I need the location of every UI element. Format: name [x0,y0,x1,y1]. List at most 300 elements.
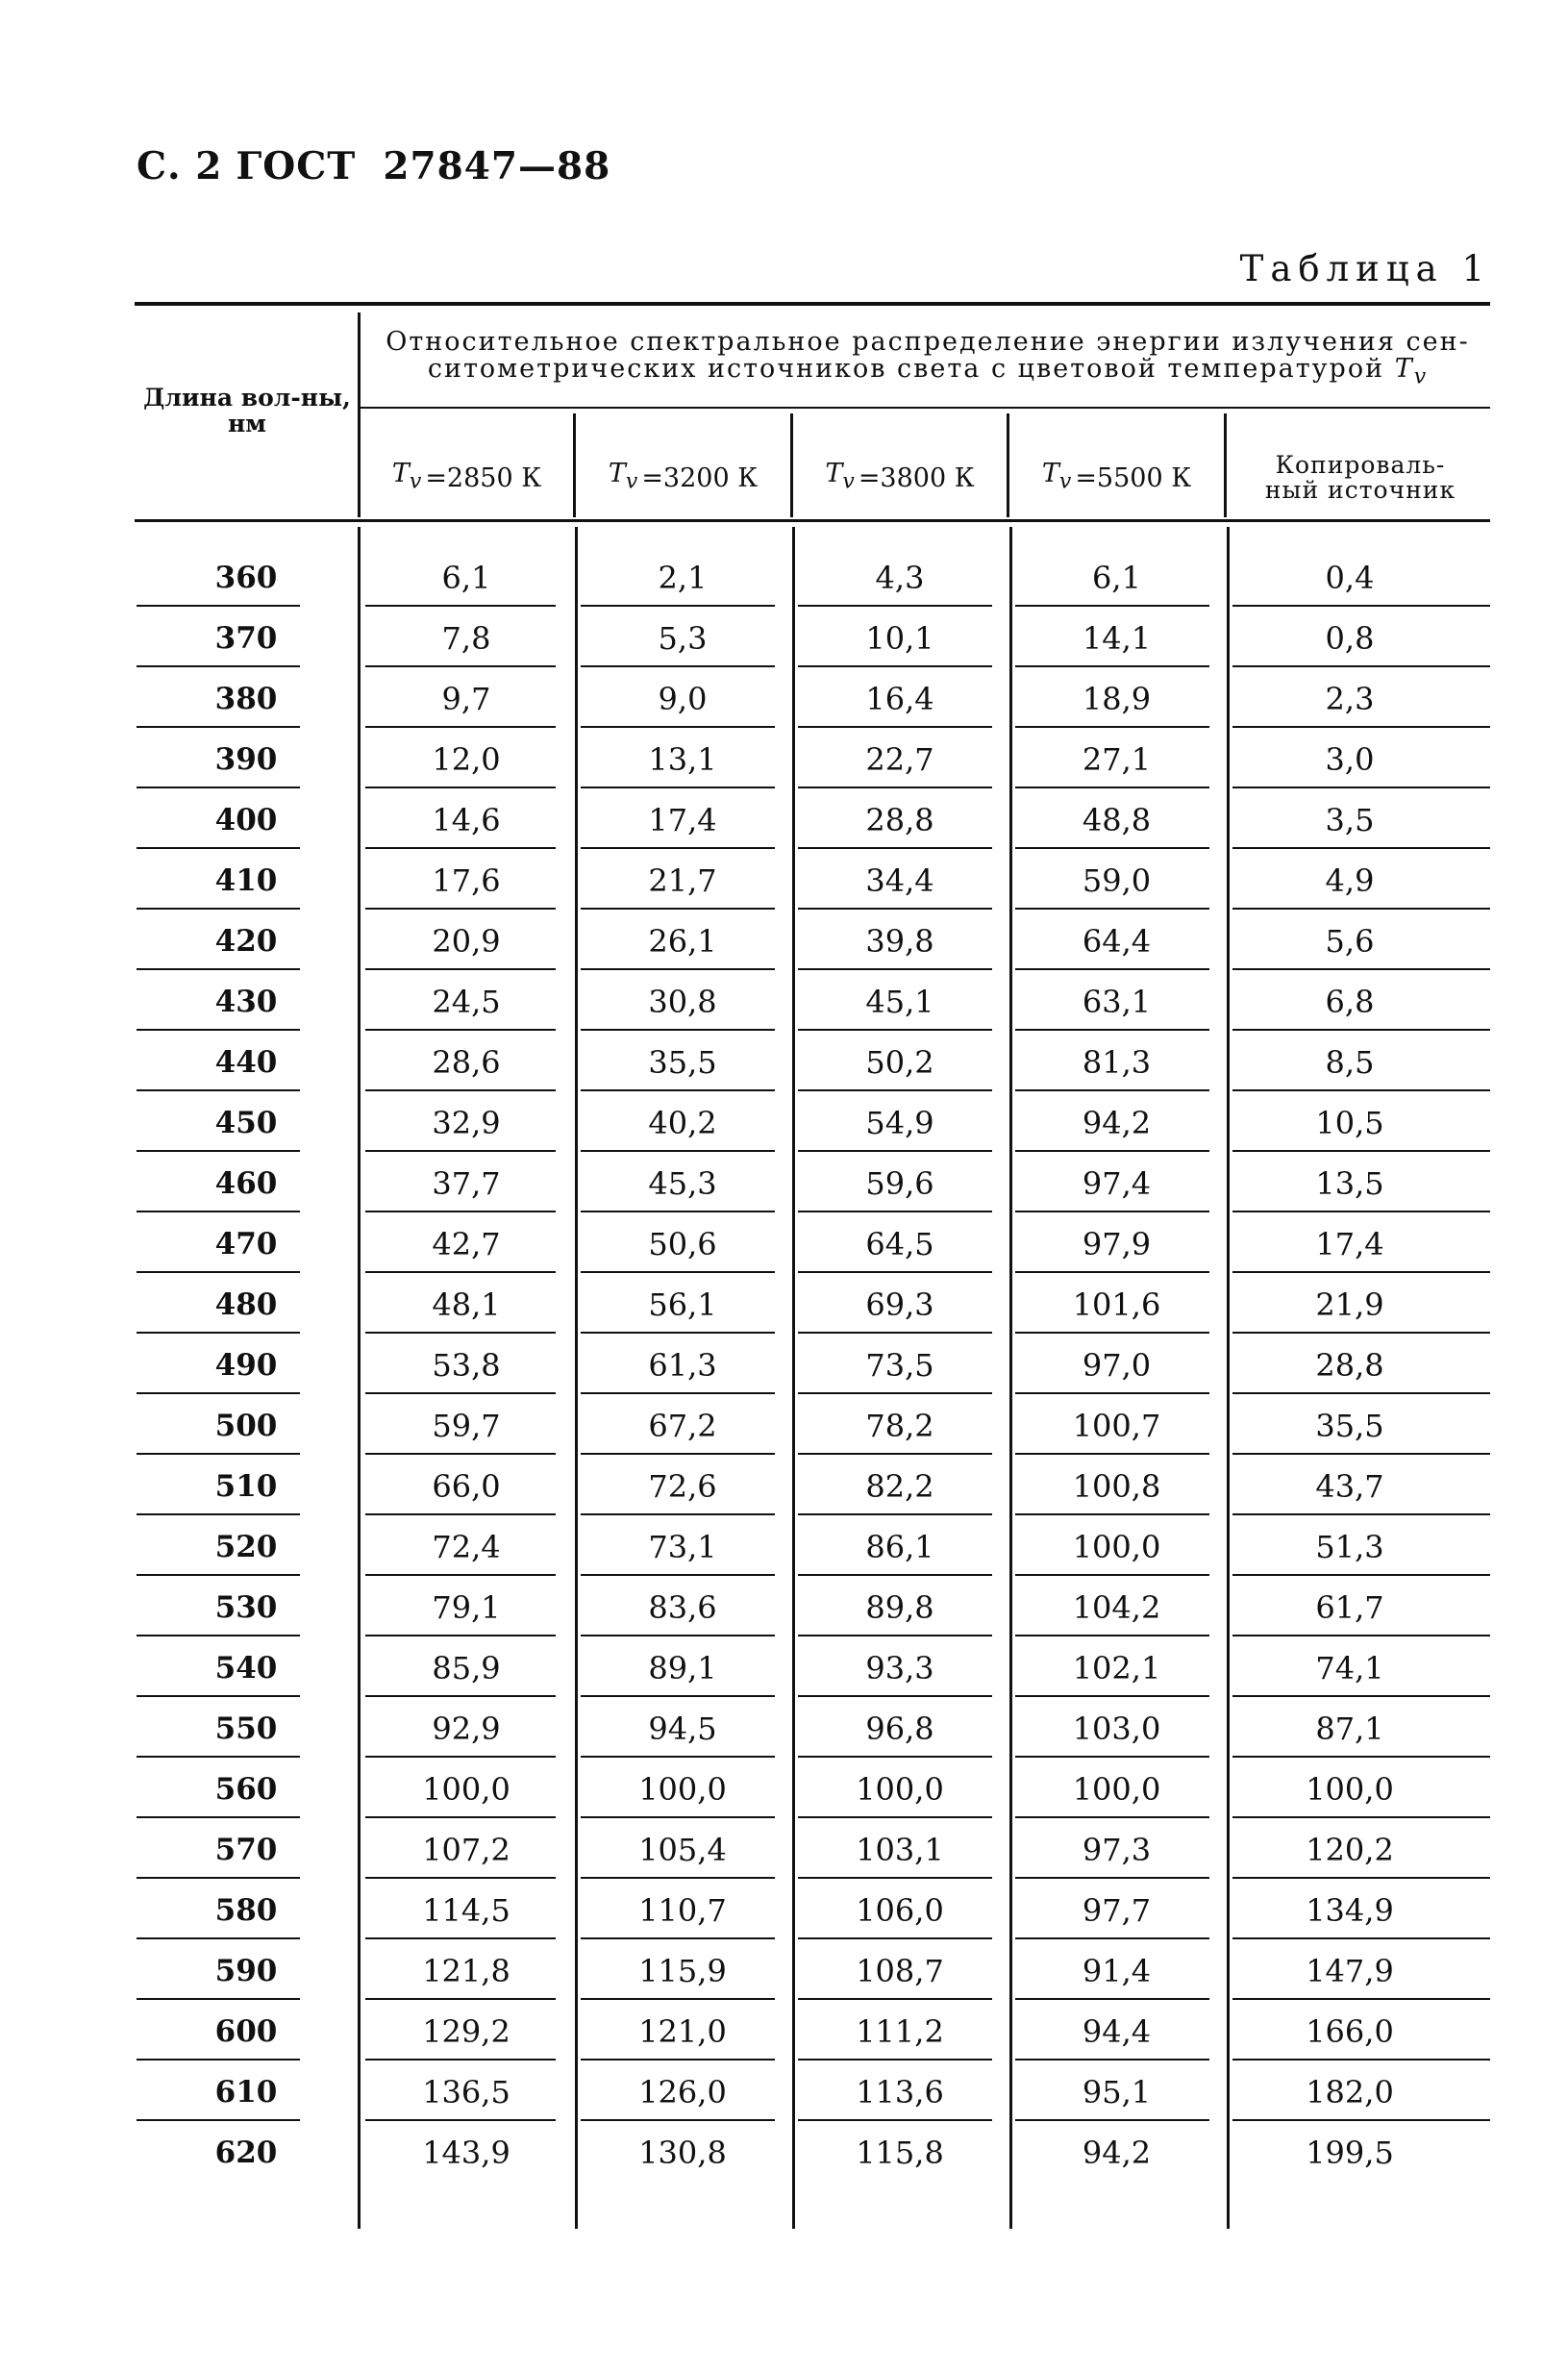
wavelength-cell: 600 [214,2014,278,2049]
cell-underline [581,605,775,607]
value-cell: 7,8 [441,620,491,657]
cell-underline [1232,968,1490,970]
value-cell: 54,9 [865,1105,934,1141]
cell-underline [137,1453,300,1455]
wavelength-cell: 550 [214,1711,278,1746]
wavelength-cell: 390 [214,742,278,777]
value-cell: 69,3 [865,1286,934,1323]
cell-underline [137,968,300,970]
cell-underline [137,726,300,728]
value-cell: 27,1 [1082,741,1152,778]
table-row [0,1457,1568,1517]
header-bottom-rule [135,519,1490,522]
cell-underline [798,1937,992,1939]
value-cell: 121,8 [422,1953,510,1989]
cell-underline [581,665,775,667]
cell-underline [581,2059,775,2061]
cell-underline [798,2059,992,2061]
wavelength-cell: 580 [214,1893,278,1928]
value-cell: 2,3 [1325,681,1375,717]
t-subscript: v [1058,469,1072,494]
cell-underline [1232,665,1490,667]
t-subscript: v [842,469,855,494]
cell-underline [137,1816,300,1818]
value-cell: 100,0 [1306,1771,1394,1808]
cell-underline [1232,1150,1490,1152]
cell-underline [365,1937,556,1939]
value-cell: 97,3 [1082,1832,1152,1868]
table-row [0,2002,1568,2062]
cell-underline [798,1271,992,1273]
value-cell: 17,4 [1315,1226,1384,1262]
cell-underline [1015,1332,1209,1334]
value-cell: 66,0 [432,1468,501,1505]
value-cell: 2,1 [658,560,708,596]
table-row [0,1517,1568,1578]
value-cell: 94,2 [1082,2135,1152,2171]
value-cell: 13,1 [648,741,717,778]
value-cell: 26,1 [648,923,717,960]
cell-underline [798,968,992,970]
value-cell: 79,1 [432,1589,501,1626]
cell-underline [798,847,992,849]
cell-underline [581,1332,775,1334]
wavelength-cell: 520 [214,1530,278,1564]
value-cell: 6,1 [1092,560,1141,596]
cell-underline [1232,1937,1490,1939]
value-cell: 13,5 [1315,1165,1384,1202]
value-cell: 8,5 [1325,1044,1375,1081]
cell-underline [137,1877,300,1879]
gost-label: ГОСТ [236,144,357,188]
cell-underline [581,1816,775,1818]
cell-underline [1232,1635,1490,1636]
table-row [0,1033,1568,1093]
t-symbol: T [391,459,410,489]
value-cell: 86,1 [865,1529,934,1565]
cell-underline [798,605,992,607]
cell-underline [1015,847,1209,849]
cell-underline [365,1635,556,1636]
header-t4 [1009,444,1224,512]
cell-underline [365,908,556,910]
cell-underline [137,1937,300,1939]
value-cell: 21,9 [1315,1286,1384,1323]
cell-underline [365,665,556,667]
cell-underline [1232,1029,1490,1031]
wavelength-cell: 380 [214,682,278,716]
table-row [0,1214,1568,1275]
cell-underline [365,968,556,970]
cell-underline [1015,1635,1209,1636]
wavelength-cell: 500 [214,1409,278,1443]
wavelength-cell: 560 [214,1772,278,1807]
value-cell: 166,0 [1306,2013,1394,2050]
value-cell: 134,9 [1306,1892,1394,1929]
cell-underline [798,1392,992,1394]
value-cell: 4,3 [875,560,925,596]
cell-underline [581,1635,775,1636]
value-cell: 104,2 [1072,1589,1161,1626]
value-cell: 61,7 [1315,1589,1384,1626]
cell-underline [137,665,300,667]
table-row [0,851,1568,912]
wavelength-cell: 590 [214,1954,278,1988]
cell-underline [1015,1150,1209,1152]
cell-underline [137,2119,300,2121]
cell-underline [137,1574,300,1576]
t2-label: =3200 К [641,462,759,493]
cell-underline [798,1635,992,1636]
table-row [0,790,1568,851]
cell-underline [137,1635,300,1636]
value-cell: 53,8 [432,1347,501,1384]
wavelength-cell: 420 [214,924,278,959]
value-cell: 105,4 [638,1832,727,1868]
wavelength-cell: 450 [214,1106,278,1140]
cell-underline [1015,1756,1209,1758]
cell-underline [365,1089,556,1091]
table-row [0,1699,1568,1760]
value-cell: 24,5 [432,984,501,1020]
value-cell: 63,1 [1082,984,1152,1020]
table-row [0,1154,1568,1214]
cell-underline [1015,1029,1209,1031]
value-cell: 34,4 [865,862,934,899]
cell-underline [137,1998,300,2000]
cell-underline [137,1089,300,1091]
cell-underline [1232,908,1490,910]
value-cell: 45,1 [865,984,934,1020]
table-row [0,1093,1568,1154]
value-cell: 17,6 [432,862,501,899]
value-cell: 59,0 [1082,862,1152,899]
value-cell: 14,1 [1082,620,1152,657]
cell-underline [798,1332,992,1334]
cell-underline [1232,1998,1490,2000]
value-cell: 9,7 [441,681,491,717]
value-cell: 10,5 [1315,1105,1384,1141]
cell-underline [365,1574,556,1576]
wavelength-cell: 540 [214,1651,278,1686]
cell-underline [1232,1756,1490,1758]
value-cell: 35,5 [1315,1408,1384,1444]
copy-label: Копироваль-ный источник [1264,451,1456,504]
table-row [0,912,1568,972]
cell-underline [365,2119,556,2121]
cell-underline [365,1392,556,1394]
value-cell: 136,5 [422,2074,510,2111]
value-cell: 43,7 [1315,1468,1384,1505]
value-cell: 32,9 [432,1105,501,1141]
table-row [0,1881,1568,1941]
cell-underline [798,1574,992,1576]
value-cell: 81,3 [1082,1044,1152,1081]
cell-underline [365,1211,556,1212]
cell-underline [1015,968,1209,970]
value-cell: 89,8 [865,1589,934,1626]
value-cell: 97,7 [1082,1892,1152,1929]
group-header-symbol: T [1394,354,1414,384]
value-cell: 72,6 [648,1468,717,1505]
wavelength-cell: 460 [214,1166,278,1201]
value-cell: 111,2 [856,2013,944,2050]
value-cell: 114,5 [422,1892,510,1929]
value-cell: 0,4 [1325,560,1375,596]
cell-underline [581,1756,775,1758]
cell-underline [365,1695,556,1697]
value-cell: 103,1 [856,1832,944,1868]
value-cell: 39,8 [865,923,934,960]
value-cell: 48,1 [432,1286,501,1323]
cell-underline [137,1513,300,1515]
cell-underline [581,787,775,788]
cell-underline [581,1513,775,1515]
cell-underline [1015,1877,1209,1879]
wavelength-cell: 530 [214,1590,278,1625]
value-cell: 121,0 [638,2013,727,2050]
page-header [137,144,610,188]
table-row [0,2062,1568,2123]
cell-underline [365,1513,556,1515]
table-top-rule [135,302,1490,306]
cell-underline [798,1150,992,1152]
table-row [0,1638,1568,1699]
cell-underline [798,726,992,728]
cell-underline [365,1271,556,1273]
cell-underline [581,908,775,910]
value-cell: 73,1 [648,1529,717,1565]
cell-underline [365,1877,556,1879]
value-cell: 101,6 [1072,1286,1161,1323]
wavelength-cell: 480 [214,1287,278,1322]
cell-underline [365,2059,556,2061]
table-row [0,609,1568,669]
cell-underline [581,1029,775,1031]
value-cell: 5,3 [658,620,708,657]
cell-underline [1232,2119,1490,2121]
cell-underline [1232,726,1490,728]
value-cell: 120,2 [1306,1832,1394,1868]
value-cell: 59,7 [432,1408,501,1444]
table-row [0,1396,1568,1457]
value-cell: 102,1 [1072,1650,1161,1686]
wavelength-cell: 400 [214,803,278,837]
cell-underline [137,908,300,910]
value-cell: 96,8 [865,1711,934,1747]
wavelength-cell: 610 [214,2075,278,2110]
table-row [0,2123,1568,2184]
t-symbol: T [608,459,626,489]
value-cell: 89,1 [648,1650,717,1686]
value-cell: 100,7 [1072,1408,1161,1444]
cell-underline [1232,1695,1490,1697]
cell-underline [581,1453,775,1455]
cell-underline [365,787,556,788]
value-cell: 108,7 [856,1953,944,1989]
cell-underline [581,1271,775,1273]
value-cell: 51,3 [1315,1529,1384,1565]
wavelength-cell: 510 [214,1469,278,1504]
value-cell: 67,2 [648,1408,717,1444]
table-row [0,1941,1568,2002]
value-cell: 91,4 [1082,1953,1152,1989]
value-cell: 3,5 [1325,802,1375,838]
value-cell: 130,8 [638,2135,727,2171]
header-t1 [361,444,573,512]
cell-underline [581,1150,775,1152]
cell-underline [1232,2059,1490,2061]
cell-underline [581,1211,775,1212]
cell-underline [581,1998,775,2000]
value-cell: 73,5 [865,1347,934,1384]
cell-underline [1015,1816,1209,1818]
group-header-text: Относительное спектральное распределение энергии излучения сен-ситометрических источников света с цветовой температурой [386,327,1470,384]
cell-underline [1015,1937,1209,1939]
table-row [0,1578,1568,1638]
cell-underline [1232,1211,1490,1212]
cell-underline [1015,726,1209,728]
wavelength-cell: 370 [214,621,278,656]
header-t3 [793,444,1007,512]
table-row [0,1336,1568,1396]
cell-underline [798,1695,992,1697]
cell-underline [581,2119,775,2121]
value-cell: 28,8 [1315,1347,1384,1384]
wavelength-cell: 620 [214,2136,278,2170]
cell-underline [137,605,300,607]
cell-underline [365,1150,556,1152]
value-cell: 83,6 [648,1589,717,1626]
cell-underline [365,1453,556,1455]
value-cell: 93,3 [865,1650,934,1686]
group-header-rule [361,407,1490,409]
wavelength-header: Длина вол-ны, нм [143,384,351,437]
value-cell: 100,0 [638,1771,727,1808]
cell-underline [1015,1453,1209,1455]
value-cell: 45,3 [648,1165,717,1202]
group-header-symbol-sub: v [1413,364,1429,389]
value-cell: 95,1 [1082,2074,1152,2111]
t3-label: =3800 К [858,462,975,493]
value-cell: 100,0 [856,1771,944,1808]
table-row [0,1275,1568,1336]
value-cell: 17,4 [648,802,717,838]
value-cell: 6,1 [441,560,491,596]
cell-underline [137,1029,300,1031]
value-cell: 100,8 [1072,1468,1161,1505]
cell-underline [798,2119,992,2121]
value-cell: 0,8 [1325,620,1375,657]
cell-underline [798,1453,992,1455]
value-cell: 12,0 [432,741,501,778]
value-cell: 42,7 [432,1226,501,1262]
cell-underline [798,908,992,910]
cell-underline [798,1211,992,1212]
wavelength-cell: 410 [214,863,278,898]
cell-underline [365,1998,556,2000]
cell-underline [1232,787,1490,788]
value-cell: 100,0 [1072,1771,1161,1808]
cell-underline [137,1695,300,1697]
cell-underline [1232,1453,1490,1455]
gost-number: 27847—88 [383,144,611,188]
value-cell: 22,7 [865,741,934,778]
cell-underline [365,1029,556,1031]
cell-underline [365,1816,556,1818]
value-cell: 50,6 [648,1226,717,1262]
value-cell: 74,1 [1315,1650,1384,1686]
cell-underline [1232,847,1490,849]
value-cell: 48,8 [1082,802,1152,838]
cell-underline [581,968,775,970]
value-cell: 107,2 [422,1832,510,1868]
value-cell: 113,6 [856,2074,944,2111]
cell-underline [1232,1816,1490,1818]
table-row [0,548,1568,609]
value-cell: 37,7 [432,1165,501,1202]
wavelength-cell: 570 [214,1833,278,1867]
table-title: Таблица 1 [1239,248,1491,289]
value-cell: 64,5 [865,1226,934,1262]
value-cell: 28,6 [432,1044,501,1081]
value-cell: 110,7 [638,1892,727,1929]
cell-underline [581,726,775,728]
wavelength-cell: 440 [214,1045,278,1080]
wavelength-cell: 490 [214,1348,278,1383]
value-cell: 61,3 [648,1347,717,1384]
value-cell: 18,9 [1082,681,1152,717]
t-subscript: v [409,469,422,494]
value-cell: 5,6 [1325,923,1375,960]
value-cell: 3,0 [1325,741,1375,778]
wavelength-cell: 360 [214,561,278,595]
cell-underline [798,1756,992,1758]
cell-underline [798,1998,992,2000]
cell-underline [365,605,556,607]
value-cell: 4,9 [1325,862,1375,899]
cell-underline [1015,2059,1209,2061]
table-row [0,1760,1568,1820]
cell-underline [365,726,556,728]
cell-underline [1015,1695,1209,1697]
value-cell: 59,6 [865,1165,934,1202]
cell-underline [1232,1877,1490,1879]
t4-label: =5500 К [1075,462,1192,493]
value-cell: 147,9 [1306,1953,1394,1989]
value-cell: 21,7 [648,862,717,899]
cell-underline [1015,1392,1209,1394]
cell-underline [581,1392,775,1394]
value-cell: 64,4 [1082,923,1152,960]
value-cell: 30,8 [648,984,717,1020]
cell-underline [798,1029,992,1031]
value-cell: 9,0 [658,681,708,717]
cell-underline [365,847,556,849]
t-subscript: v [625,469,638,494]
cell-underline [1232,1332,1490,1334]
value-cell: 50,2 [865,1044,934,1081]
cell-underline [1015,1271,1209,1273]
value-cell: 56,1 [648,1286,717,1323]
cell-underline [1015,605,1209,607]
cell-underline [798,1089,992,1091]
cell-underline [1015,665,1209,667]
value-cell: 97,4 [1082,1165,1152,1202]
cell-underline [581,847,775,849]
value-cell: 129,2 [422,2013,510,2050]
value-cell: 20,9 [432,923,501,960]
